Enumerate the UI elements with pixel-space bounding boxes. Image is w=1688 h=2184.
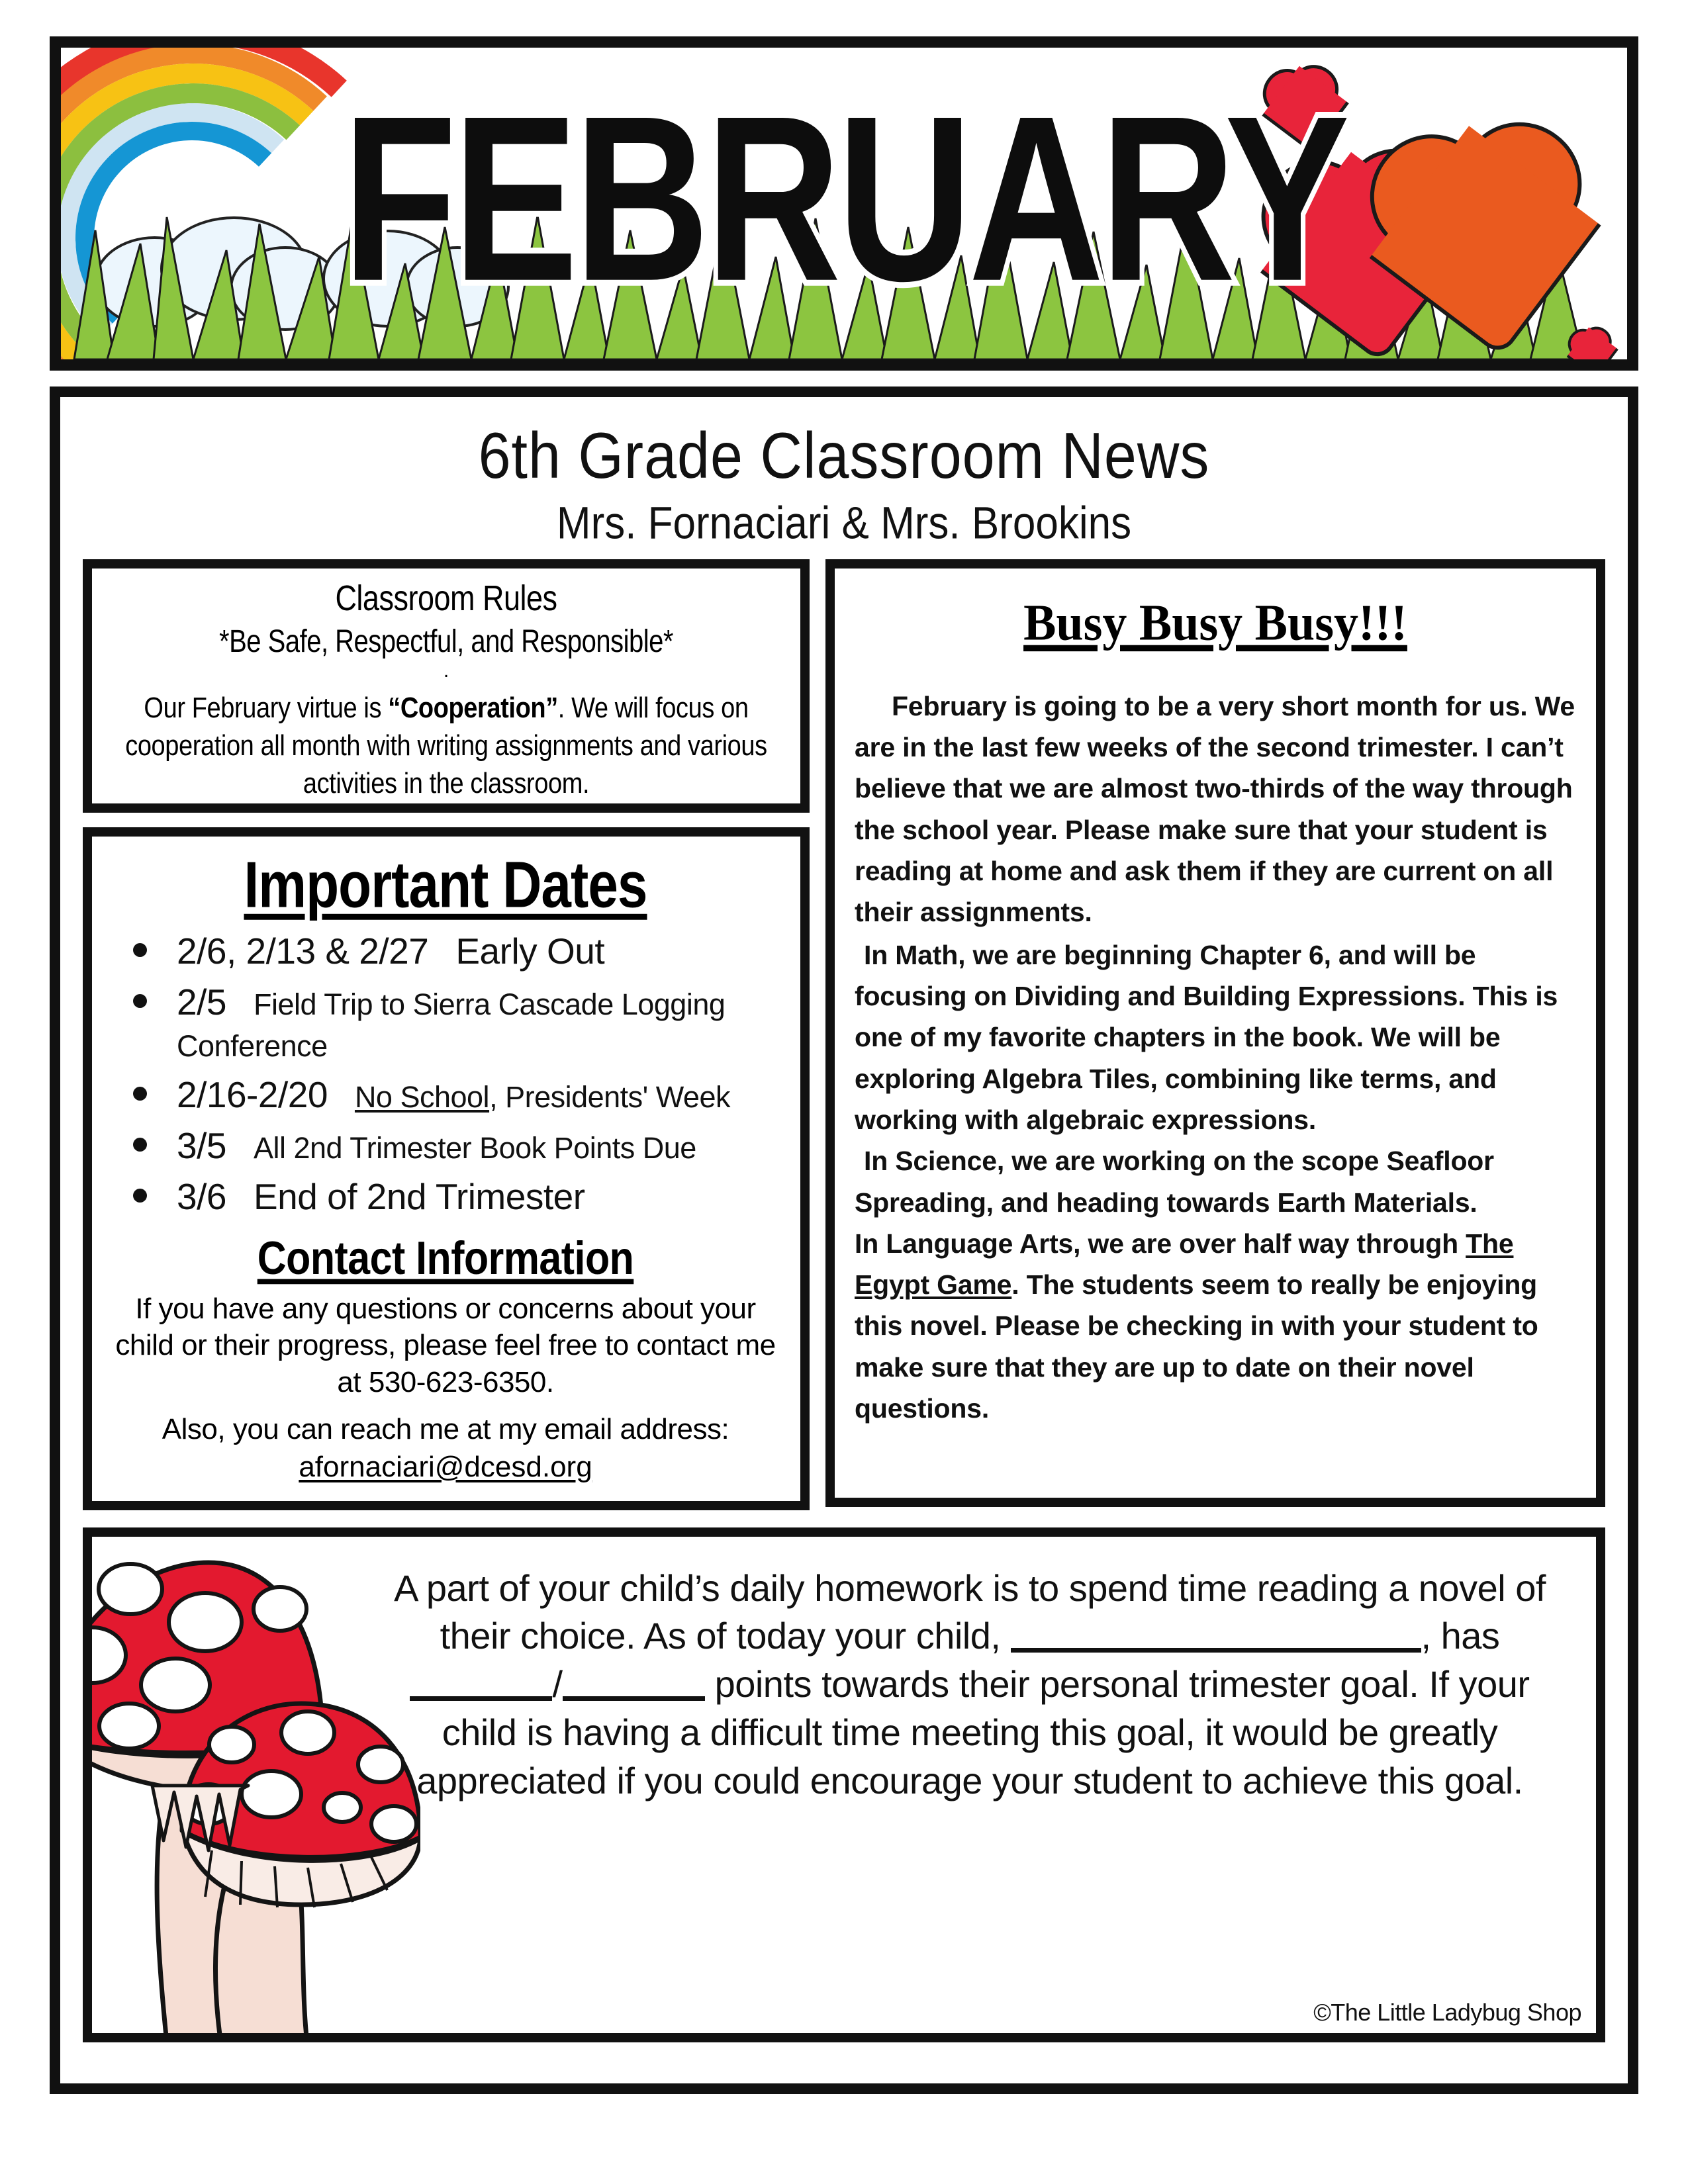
classroom-rules-subheading: *Be Safe, Respectful, and Responsible* bbox=[219, 623, 673, 659]
two-column-layout bbox=[83, 559, 1605, 1510]
busy-paragraph-4 bbox=[855, 1223, 1576, 1430]
rules-text-2: . We will focus on cooperation all month with writing assignments and various activities in the classroom. bbox=[125, 692, 767, 800]
language-arts-text-2: . The students seem to really be enjoying this novel. Please be checking in with your student to make sure that they are up to date on their novel questions. bbox=[855, 1269, 1538, 1424]
date-value: 3/6 bbox=[177, 1175, 226, 1217]
homework-note-box bbox=[83, 1527, 1605, 2042]
list-item bbox=[126, 1124, 787, 1168]
date-value: 2/5 bbox=[177, 981, 226, 1023]
language-arts-text-1: In Language Arts, we are over half way through bbox=[855, 1228, 1466, 1259]
homework-text-1: A part of your child’s daily homework is to spend time reading a novel of their choice. As of today your child, bbox=[394, 1567, 1546, 1657]
separator-dot: . bbox=[443, 659, 449, 682]
student-name-blank[interactable] bbox=[1011, 1648, 1421, 1653]
homework-text-2: , has bbox=[1421, 1615, 1500, 1657]
list-item bbox=[126, 929, 787, 974]
points-slash: / bbox=[552, 1663, 563, 1706]
date-value: 2/16-2/20 bbox=[177, 1073, 328, 1115]
mushroom-icon bbox=[89, 1539, 420, 2042]
list-item bbox=[126, 1175, 787, 1219]
classroom-rules-box bbox=[83, 559, 810, 813]
virtue-word: “Cooperation” bbox=[388, 692, 558, 725]
month-banner bbox=[50, 36, 1638, 371]
month-title: FEBRUARY bbox=[342, 66, 1346, 330]
heart-icon bbox=[1564, 323, 1617, 359]
book-title: The Egypt Game bbox=[855, 1228, 1514, 1300]
contact-email[interactable]: afornaciari@dcesd.org bbox=[299, 1450, 592, 1483]
date-description: End of 2nd Trimester bbox=[253, 1175, 585, 1217]
date-description: Field Trip to Sierra Cascade Logging Conference bbox=[177, 987, 726, 1064]
busy-heading: Busy Busy Busy!!! bbox=[1023, 594, 1407, 651]
contact-information-section bbox=[104, 1231, 787, 1484]
busy-paragraph-1: February is going to be a very short month for us. We are in the last few weeks of the second trimester. I can’t believe that we are almost two-thirds of the way through the school year. Please make sure that your student is reading at home and ask them if they are current on all their assignments. bbox=[855, 690, 1575, 928]
list-item bbox=[126, 980, 787, 1066]
rules-text-1: Our February virtue is bbox=[144, 692, 389, 725]
teacher-names: Mrs. Fornaciari & Mrs. Brookins bbox=[556, 498, 1132, 549]
contact-also: Also, you can reach me at my email address: bbox=[162, 1413, 729, 1446]
right-column bbox=[825, 559, 1605, 1507]
date-description: All 2nd Trimester Book Points Due bbox=[253, 1130, 696, 1165]
contact-paragraph: If you have any questions or concerns about your child or their progress, please feel free to contact me at 530-623-6350. bbox=[115, 1292, 776, 1398]
newsletter-body bbox=[50, 387, 1638, 2094]
contact-heading: Contact Information bbox=[257, 1232, 634, 1285]
busy-news-box bbox=[825, 559, 1605, 1507]
left-column bbox=[83, 559, 810, 1510]
page-title: 6th Grade Classroom News bbox=[478, 418, 1210, 492]
busy-paragraph-2: In Math, we are beginning Chapter 6, and will be focusing on Dividing and Building Expressions. This is one of my favorite chapters in the book. We will be exploring Algebra Tiles, combining like terms, and working with algebraic expressions. bbox=[855, 939, 1558, 1135]
homework-text-3: points towards their personal trimester goal. If your child is having a difficult time meeting this goal, it would be greatly appreciated if you could encourage your student to achieve this goal. bbox=[416, 1663, 1530, 1801]
important-dates-heading: Important Dates bbox=[244, 848, 647, 922]
date-emphasis: No School bbox=[354, 1079, 490, 1114]
important-dates-list bbox=[104, 929, 787, 1219]
date-value: 2/6, 2/13 & 2/27 bbox=[177, 931, 429, 972]
date-value: 3/5 bbox=[177, 1124, 226, 1166]
important-dates-box bbox=[83, 827, 810, 1510]
classroom-rules-body bbox=[109, 690, 783, 803]
points-goal-blank[interactable] bbox=[563, 1696, 705, 1701]
date-description: , Presidents' Week bbox=[489, 1079, 730, 1114]
classroom-rules-heading: Classroom Rules bbox=[335, 577, 557, 618]
points-earned-blank[interactable] bbox=[410, 1696, 552, 1701]
list-item bbox=[126, 1073, 787, 1117]
date-description: Early Out bbox=[455, 931, 605, 972]
copyright-credit: ©The Little Ladybug Shop bbox=[1313, 1998, 1581, 2026]
busy-paragraph-3: In Science, we are working on the scope Seafloor Spreading, and heading towards Earth Materials. bbox=[855, 1146, 1494, 1218]
